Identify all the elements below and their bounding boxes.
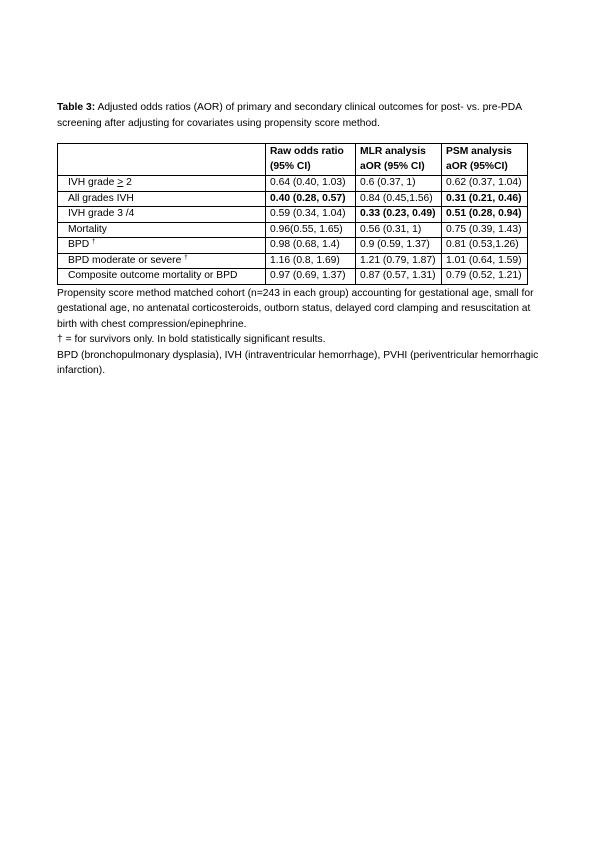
- cell-psm: 0.51 (0.28, 0.94): [442, 207, 528, 223]
- cell-mlr: 0.84 (0.45,1.56): [356, 191, 442, 207]
- table-row: [58, 269, 528, 285]
- cell-mlr: 0.87 (0.57, 1.31): [356, 269, 442, 285]
- cell-psm: 0.62 (0.37, 1.04): [442, 176, 528, 192]
- cell-raw: 0.40 (0.28, 0.57): [266, 191, 356, 207]
- cell-mlr: 0.33 (0.23, 0.49): [356, 207, 442, 223]
- cell-raw: 0.96(0.55, 1.65): [266, 222, 356, 238]
- dagger-mark: †: [92, 239, 96, 245]
- table-row: [58, 176, 528, 192]
- document-page: [57, 100, 541, 379]
- cell-psm: 0.81 (0.53,1.26): [442, 238, 528, 254]
- table-notes: [57, 286, 541, 379]
- row-label-tail: 2: [123, 177, 132, 188]
- caption-label: Table 3:: [57, 102, 96, 113]
- cell-psm: 1.01 (0.64, 1.59): [442, 253, 528, 269]
- table-header-row: [58, 144, 528, 176]
- cell-raw: 0.64 (0.40, 1.03): [266, 176, 356, 192]
- note-survivors: † = for survivors only. In bold statistically significant results.: [57, 334, 326, 345]
- header-psm-analysis: PSM analysis aOR (95%CI): [442, 144, 528, 176]
- row-label: [58, 253, 266, 269]
- row-label: Mortality: [58, 222, 266, 238]
- table-row: [58, 238, 528, 254]
- header-blank: [58, 144, 266, 176]
- note-abbreviations: BPD (bronchopulmonary dysplasia), IVH (intraventricular hemorrhage), PVHI (periventricular hemorrhagic infarction).: [57, 349, 539, 376]
- table-row: [58, 207, 528, 223]
- caption-text: Adjusted odds ratios (AOR) of primary and secondary clinical outcomes for post- vs. pre-PDA screening after adjusting for covariates using propensity score method.: [57, 102, 522, 129]
- row-label-ge: >: [117, 177, 124, 188]
- cell-mlr: 0.9 (0.59, 1.37): [356, 238, 442, 254]
- cell-mlr: 1.21 (0.79, 1.87): [356, 253, 442, 269]
- row-label: [58, 238, 266, 254]
- cell-psm: 0.31 (0.21, 0.46): [442, 191, 528, 207]
- table-row: [58, 191, 528, 207]
- table-row: [58, 253, 528, 269]
- cell-mlr: 0.56 (0.31, 1): [356, 222, 442, 238]
- note-method: Propensity score method matched cohort (n=243 in each group) accounting for gestational age, small for gestational age, no antenatal corticosteroids, outborn status, delayed cord clamping and resuscitation at birth with chest compression/epinephrine.: [57, 287, 534, 330]
- cell-raw: 0.59 (0.34, 1.04): [266, 207, 356, 223]
- cell-raw: 0.97 (0.69, 1.37): [266, 269, 356, 285]
- cell-psm: 0.75 (0.39, 1.43): [442, 222, 528, 238]
- row-label: IVH grade 3 /4: [58, 207, 266, 223]
- dagger-mark: †: [184, 254, 188, 261]
- table-row: [58, 222, 528, 238]
- cell-mlr: 0.6 (0.37, 1): [356, 176, 442, 192]
- row-label-text: BPD moderate or severe: [68, 254, 185, 266]
- row-label-text: BPD: [68, 239, 93, 250]
- row-label-text: IVH grade: [68, 177, 118, 188]
- header-mlr-analysis: MLR analysis aOR (95% CI): [356, 144, 442, 176]
- cell-raw: 0.98 (0.68, 1.4): [266, 238, 356, 254]
- results-table: [57, 143, 528, 285]
- row-label: All grades IVH: [58, 191, 266, 207]
- row-label: Composite outcome mortality or BPD: [58, 269, 266, 285]
- row-label: [58, 176, 266, 192]
- cell-raw: 1.16 (0.8, 1.69): [266, 253, 356, 269]
- table-caption: [57, 100, 541, 131]
- header-raw-odds-ratio: Raw odds ratio (95% CI): [266, 144, 356, 176]
- cell-psm: 0.79 (0.52, 1.21): [442, 269, 528, 285]
